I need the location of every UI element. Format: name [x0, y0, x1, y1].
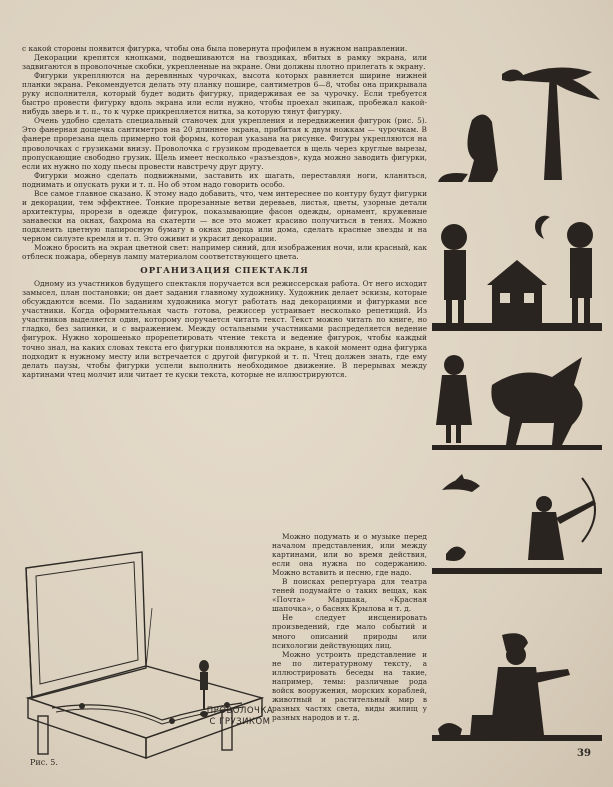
paragraph: Можно устроить представление и не по литературному тексту, а иллюстрировать беседы на такие, например, темы: различные рода войск вооружения, морских кораблей, животный и растительный мир в разных частях света, виды жилищ у разных народов и т. д.	[272, 649, 427, 722]
paragraph: В поисках репертуара для театра теней подумайте о таких вещах, как «Почта» Маршака, «Красная шапочка», о баснях Крылова и т. д.	[272, 577, 427, 614]
paragraph: Все самое главное сказано. К этому надо добавить, что, чем интереснее по контуру будут фигурки и декорации, тем эффектнее. Тонкие прорезанные ветви деревьев, листья, цветы, узорные детали архитектуры, прорези в одежде фигурок, показывающие фасон одежды, орнамент, кружевные занавески на окнах, бахрома на скатерти — все это может красиво получиться в тенях. Можно подклеить цветную папиросную бумагу в окнах дворца или дома, сделать красные звезды и на черном силуэте кремля и т. п. Это оживит и украсит декорации.	[22, 188, 427, 243]
paragraph: Можно бросить на экран цветной свет: например синий, для изображения ночи, или красный, как отблеск пожара, обернув лампу материалом соответствующего цвета.	[22, 243, 427, 262]
paragraph: Декорации крепятся кнопками, подвешиваются на гвоздиках, вбитых в рамку экрана, или задвигаются в проволочные скобки, укрепленные на экране. Они должны плотно прилегать к экрану.	[22, 53, 427, 72]
figure-caption: Рис. 5.	[30, 758, 58, 767]
paragraph: Очень удобно сделать специальный станочек для укрепления и передвижения фигурок (рис. 5). Это фанерная дощечка сантиметров на 20 длиннее экрана, прибитая к двум ножкам — чурочкам. В фанере прорезана щель примерно той формы, которая указана на рисунке. Фигуры укрепляются на проволочках с грузиками внизу. Проволочка с грузиком продевается в щель через круглые вырезы, пропускающие свободно грузик. Щель имеет несколько «разъездов», куда можно заводить фигурки, если их нужно по ходу пьесы провести навстречу друг другу.	[22, 116, 427, 171]
fox-crow-silhouette	[432, 50, 602, 185]
page-number: 39	[577, 748, 591, 759]
right-text-column	[272, 532, 427, 722]
wire-label: ПРОВОЛОЧКА С ГРУЗИКОМ	[206, 706, 274, 727]
paragraph: Не следует инсценировать произведений, где мало событий и много описаний природы или психологии действующих лиц.	[272, 613, 427, 650]
paragraph: Одному из участников будущего спектакля поручается вся режиссерская работа. От него исходит замысел, план постановки; он дает задания главному художнику. Художник делает эскизы, которые обсуждаются всеми. По заданиям художника могут работать над декорациями и фигурками все участники. Когда оформительная часть готова, режиссер устраивает несколько репетиций. Из участников выделяется один, которому поручается читать текст. Текст можно читать по книге, но гладко, без запинки, и с выражением. Между остальными участниками распределяется ведение фигурок. Нужно хорошенько прорепетировать чтение текста и ведение фигурок, чтобы каждый точно знал, на каких словах текста его фигурки появляются на экране, в какой момент одна фигурка подходит к нужному месту или встречается с другой фигуркой и т. п. Чтец должен знать, где ему делать паузы, чтобы фигурки успели выполнить необходимое движение. В перерывах между картинами чтец молчит или читает те куски текста, которые не иллюстрируются.	[22, 279, 427, 379]
man-cat-silhouette	[432, 625, 602, 745]
paragraph: Можно подумать и о музыке перед началом представления, или между картинами, или во время действия, если она нужна по содержанию. Можно вставить и песню, где надо.	[272, 532, 427, 578]
stand-illustration	[22, 548, 270, 760]
red-riding-hood-wolf-silhouette	[432, 345, 602, 450]
main-text-column	[22, 44, 427, 379]
paragraph: с какой стороны появится фигурка, чтобы она была повернута профилем в нужном направлении.	[22, 44, 408, 53]
paragraph: Фигурки можно сделать подвижными, заставить их шагать, переставляя ноги, кланяться, поднимать и опускать руки и т. п. Но об этом надо говорить особо.	[22, 170, 427, 189]
house-figures-silhouette	[432, 205, 602, 335]
paragraph: Фигурки укрепляются на деревянных чурочках, высота которых равняется ширине нижней планки экрана. Рекомендуется делать эту планку пошире, сантиметров 6—8, чтобы она прикрывала руку исполнителя, который будет водить фигурку, придерживая ее за чурочку. Если требуется быстро провести фигурку вдоль экрана или если нужно, чтобы проехал экипаж, пробежал какой-нибудь зверь и т. п., то к чурке прикрепляется нитка, за которую тянут фигурку.	[22, 71, 427, 117]
section-heading: ОРГАНИЗАЦИЯ СПЕКТАКЛЯ	[140, 266, 309, 277]
archer-silhouette	[432, 460, 602, 580]
